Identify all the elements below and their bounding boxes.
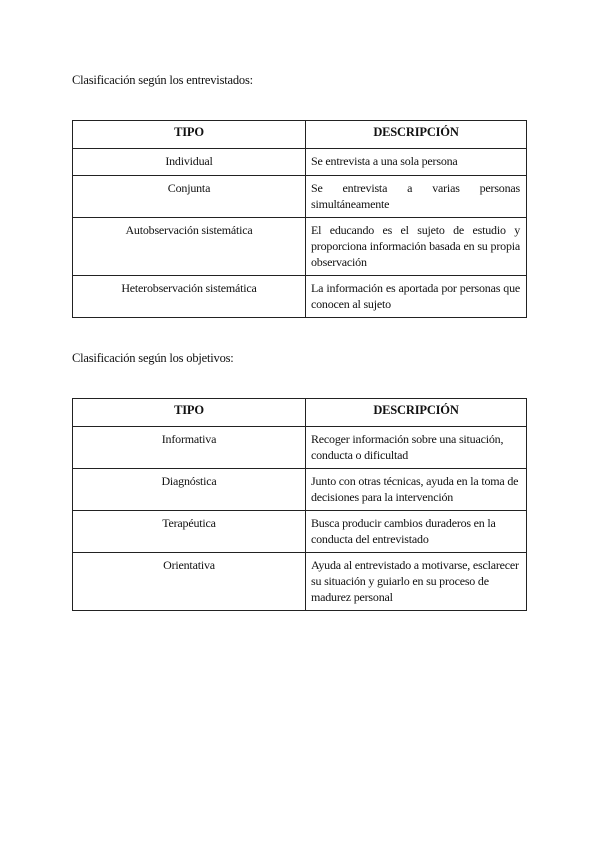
- table-row: [73, 149, 527, 176]
- table-row: [73, 469, 527, 511]
- column-header-descripcion: DESCRIPCIÓN: [306, 121, 527, 149]
- cell-descripcion: Ayuda al entrevistado a motivarse, esclarecer su situación y guiarlo en su proceso de madurez personal: [306, 553, 527, 611]
- cell-tipo: Orientativa: [73, 553, 306, 611]
- cell-tipo: Heterobservación sistemática: [73, 276, 306, 318]
- table-row: [73, 511, 527, 553]
- table-row: [73, 276, 527, 318]
- table-header-row: [73, 121, 527, 149]
- table-row: [73, 218, 527, 276]
- table-clasificacion-objetivos: [72, 398, 527, 611]
- cell-tipo: Conjunta: [73, 176, 306, 218]
- cell-tipo: Autobservación sistemática: [73, 218, 306, 276]
- cell-descripcion: Junto con otras técnicas, ayuda en la toma de decisiones para la intervención: [306, 469, 527, 511]
- table-row: [73, 176, 527, 218]
- cell-descripcion: Se entrevista a una sola persona: [306, 149, 527, 176]
- cell-descripcion: Recoger información sobre una situación, conducta o dificultad: [306, 427, 527, 469]
- table-header-row: [73, 399, 527, 427]
- section-caption-entrevistados: Clasificación según los entrevistados:: [72, 73, 253, 87]
- column-header-descripcion: DESCRIPCIÓN: [306, 399, 527, 427]
- cell-tipo: Individual: [73, 149, 306, 176]
- column-header-tipo: TIPO: [73, 121, 306, 149]
- column-header-tipo: TIPO: [73, 399, 306, 427]
- table-row: [73, 427, 527, 469]
- cell-tipo: Diagnóstica: [73, 469, 306, 511]
- cell-descripcion: Se entrevista a varias personas simultáneamente: [306, 176, 527, 218]
- cell-descripcion: El educando es el sujeto de estudio y proporciona información basada en su propia observación: [306, 218, 527, 276]
- cell-descripcion: La información es aportada por personas que conocen al sujeto: [306, 276, 527, 318]
- cell-tipo: Terapéutica: [73, 511, 306, 553]
- cell-descripcion: Busca producir cambios duraderos en la conducta del entrevistado: [306, 511, 527, 553]
- cell-tipo: Informativa: [73, 427, 306, 469]
- table-row: [73, 553, 527, 611]
- table-clasificacion-entrevistados: [72, 120, 527, 318]
- section-caption-objetivos: Clasificación según los objetivos:: [72, 351, 234, 365]
